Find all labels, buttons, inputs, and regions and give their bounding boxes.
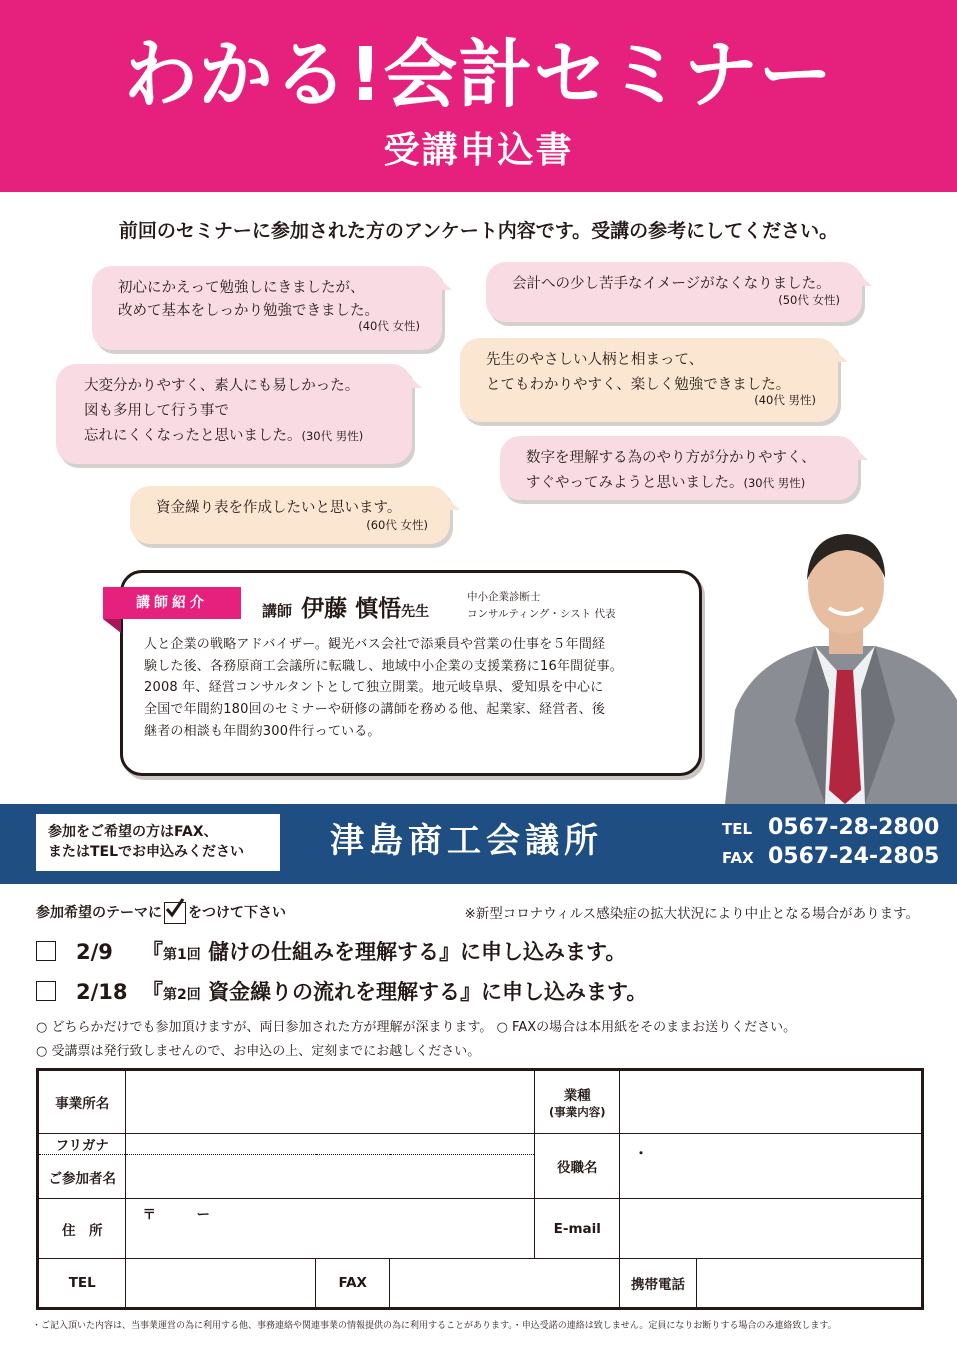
email-label: E-mail: [535, 1199, 620, 1259]
apply-note-line: またはTELでお申込みください: [48, 844, 245, 860]
organizer-name: 津島商工会議所: [330, 821, 603, 861]
review-author: (30代 男性): [301, 429, 364, 443]
review-author: (30代 男性): [743, 476, 806, 490]
session-date: 2/9: [76, 940, 113, 964]
review-line-text: 忘れにくくなったと思いました。: [84, 428, 302, 444]
session-theme: 儲けの仕組みを理解する: [208, 940, 440, 964]
selection-pre: 参加希望のテーマに: [36, 905, 162, 921]
note-line: ○ 受講票は発行致しませんので、お申込の上、定刻までにお越しください。: [36, 1044, 481, 1059]
furigana-label: フリガナ: [38, 1134, 126, 1155]
page-title: わかる!会計セミナー: [123, 32, 834, 118]
cancellation-notice: ※新型コロナウィルス感染症の拡大状況により中止となる場合があります。: [464, 906, 919, 922]
review-line: [526, 471, 840, 496]
position-label: 役職名: [535, 1134, 620, 1199]
lecturer-heading: [262, 590, 429, 623]
review-line: 先生のやさしい人柄と相まって、: [486, 352, 704, 368]
mobile-label: 携帯電話: [620, 1259, 696, 1309]
apply-note: [36, 814, 280, 871]
email-field[interactable]: [620, 1199, 923, 1259]
lecturer-name: 伊藤 慎悟: [301, 596, 402, 622]
session-theme: 資金繰りの流れを理解する: [208, 980, 461, 1004]
session-checkbox[interactable]: [36, 941, 56, 961]
industry-label: 業種 (事業内容): [535, 1070, 620, 1134]
address-field[interactable]: [126, 1199, 535, 1259]
review-bubble: [460, 338, 838, 422]
session-number: 第1回: [163, 947, 201, 963]
session-checkbox[interactable]: [36, 981, 56, 1001]
review-line: 大変分かりやすく、素人にも易しかった。: [84, 378, 360, 394]
page-subtitle: 受講申込書: [383, 130, 574, 171]
review-line: [84, 424, 394, 449]
application-form: [36, 1068, 924, 1310]
review-bubble: [130, 486, 450, 544]
session-option[interactable]: 2/18 『第2回 資金繰りの流れを理解する』に申し込みます。: [36, 976, 647, 1006]
participant-label: ご参加者名: [38, 1155, 126, 1199]
lecturer-photo: [725, 520, 957, 804]
review-bubble: [486, 262, 862, 322]
lecturer-title: 中小企業診断士: [467, 591, 541, 603]
review-author: (40代 男性): [754, 393, 816, 407]
review-bubble: [92, 266, 442, 350]
mobile-field[interactable]: [696, 1259, 922, 1309]
bio-line: 継者の相談も年間約300件行っている。: [144, 723, 381, 739]
session-option[interactable]: 2/9 『第1回 儲けの仕組みを理解する』に申し込みます。: [36, 936, 626, 966]
apply-note-line: 参加をご希望の方はFAX、: [48, 824, 218, 840]
checkmark-icon: [164, 902, 186, 924]
review-author: (50代 女性): [778, 293, 840, 307]
bio-line: 験した後、各務原商工会議所に転職し、地域中小企業の支援業務に16年間従事。: [144, 658, 623, 674]
bio-line: 人と企業の戦略アドバイザー。観光バス会社で添乗員や営業の仕事を５年間経: [144, 637, 606, 652]
fax-label: FAX: [316, 1259, 390, 1309]
review-bubble: [500, 436, 858, 500]
lecturer-bio: [144, 634, 680, 743]
privacy-footer: ・ご記入頂いた内容は、当事業運営の為に利用する他、事務連絡や関連事業の情報提供の為に利用することがあります。・申込受諾の連絡は致しません。定員になりお断りする場合のみ連絡致します。: [32, 1321, 837, 1331]
review-line-text: すぐやってみようと思いました。: [526, 475, 744, 491]
tel-label: TEL: [38, 1259, 126, 1309]
tel-number: 0567-28-2800: [768, 815, 940, 840]
bio-line: 2008 年、経営コンサルタントとして独立開業。地元岐阜県、愛知県を中心に: [144, 680, 604, 696]
position-field[interactable]: ・: [620, 1134, 923, 1199]
survey-intro: 前回のセミナーに参加された方のアンケート内容です。受講の参考にしてください。: [118, 220, 839, 242]
review-line: 資金繰り表を作成したいと思います。: [156, 500, 402, 516]
session-date: 2/18: [76, 980, 128, 1004]
session-number: 第2回: [163, 987, 201, 1003]
lecturer-title: コンサルティング・シスト 代表: [467, 608, 616, 620]
fax-field[interactable]: [390, 1259, 620, 1309]
review-line: 数字を理解する為のやり方が分かりやすく、: [526, 450, 816, 466]
header-banner: [0, 0, 957, 192]
lecturer-suffix: 先生: [401, 604, 430, 620]
lecturer-prefix: 講師: [262, 602, 293, 620]
furigana-field[interactable]: [126, 1134, 535, 1155]
review-line: 会計への少し苦手なイメージがなくなりました。: [512, 276, 831, 292]
review-author: (40代 女性): [358, 319, 420, 333]
participant-field[interactable]: [126, 1155, 535, 1199]
tel-label: TEL: [722, 820, 753, 838]
selection-post: をつけて下さい: [188, 905, 286, 921]
review-line: 改めて基本をしっかり勉強できました。: [118, 303, 379, 319]
review-author: (60代 女性): [366, 518, 428, 532]
contact-numbers: [722, 814, 939, 872]
review-line: 初心にかえって勉強しにきましたが、: [118, 280, 365, 296]
tel-field[interactable]: [126, 1259, 316, 1309]
selection-instruction: [36, 902, 286, 924]
postal-mark: 〒 ー: [142, 1207, 210, 1223]
address-label: 住 所: [38, 1199, 126, 1259]
review-line: とてもわかりやすく、楽しく勉強できました。: [486, 377, 791, 393]
review-line: 図も多用して行う事で: [84, 403, 229, 419]
lecturer-titles: [467, 589, 615, 623]
lecturer-tag: 講師紹介: [103, 587, 241, 619]
fax-number: 0567-24-2805: [768, 844, 940, 869]
industry-field[interactable]: [620, 1070, 923, 1134]
bio-line: 全国で年間約180回のセミナーや研修の講師を務める他、起業家、経営者、後: [144, 702, 606, 718]
note-line: ○ どちらかだけでも参加頂けますが、両日参加された方が理解が深まります。 ○ FAXの場合は本用紙をそのままお送りください。: [36, 1020, 797, 1035]
review-bubble: [56, 364, 412, 464]
fax-label: FAX: [722, 849, 754, 867]
office-field[interactable]: [126, 1070, 535, 1134]
office-label: 事業所名: [38, 1070, 126, 1134]
